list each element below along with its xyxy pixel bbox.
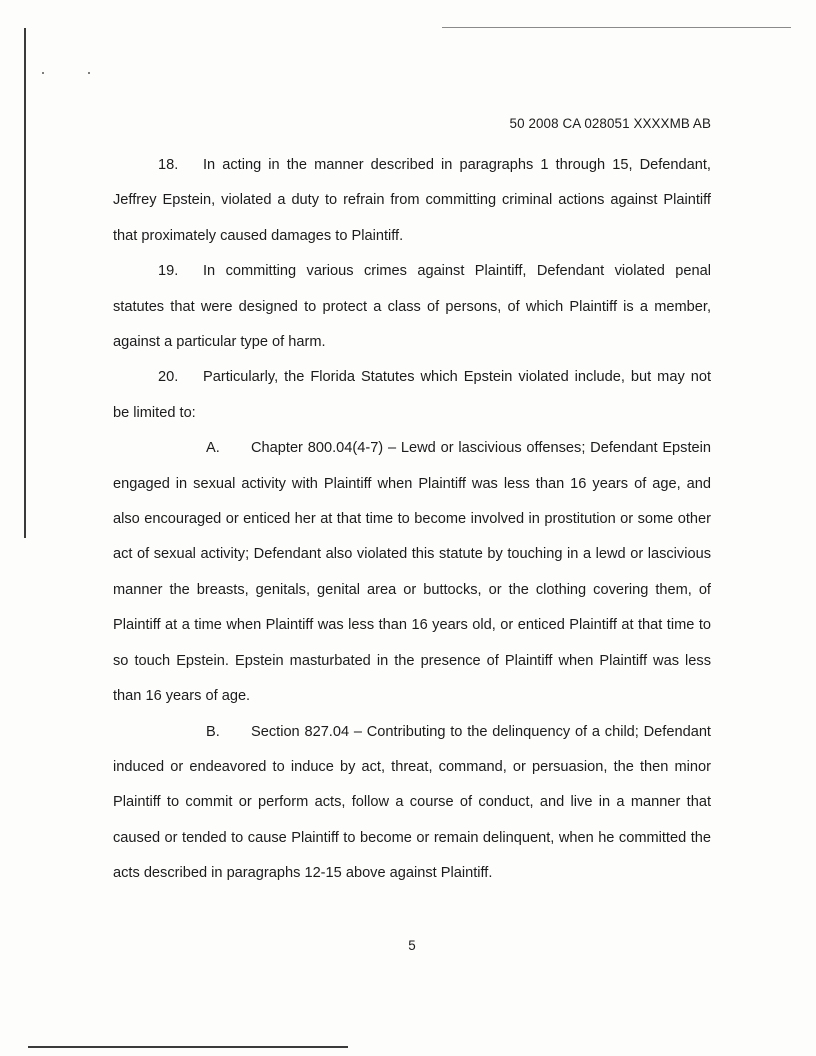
paragraph-text: In committing various crimes against Plaintiff, Defendant violated penal statutes that were designed to protect a class of persons, of which Plaintiff is a member, against a particular type of harm. (113, 263, 711, 351)
subparagraph-letter: A. (206, 440, 220, 457)
scan-border-line-left (24, 28, 26, 538)
subparagraph-a (113, 431, 711, 714)
paragraph-number: 18. (158, 157, 179, 173)
paragraph-number: 20. (158, 369, 179, 386)
subparagraph-text: Section 827.04 – Contributing to the delinquency of a child; Defendant induced or endeavored to induce by act, threat, command, or persuasion, the then minor Plaintiff to commit or perform acts, follow a course of conduct, and live in a manner that caused or tended to cause Plaintiff to become or remain delinquent, when he committed the acts described in paragraphs 12-15 above against Plaintiff. (113, 723, 711, 882)
paragraph-text: In acting in the manner described in paragraphs 1 through 15, Defendant, Jeffrey Epstein, violated a duty to refrain from committing criminal actions against Plaintiff that proximately caused damages to Plaintiff. (113, 157, 711, 244)
paragraph-text: Particularly, the Florida Statutes which Epstein violated include, but may not be limited to: (113, 369, 711, 421)
scan-speck (42, 72, 44, 74)
scan-border-line-bottom (28, 1046, 348, 1048)
page-number: 5 (408, 938, 416, 953)
scan-speck (88, 72, 90, 74)
paragraph-number: 19. (158, 263, 179, 280)
subparagraph-text: Chapter 800.04(4-7) – Lewd or lascivious offenses; Defendant Epstein engaged in sexual activity with Plaintiff when Plaintiff was less than 16 years of age, and also encouraged or enticed her at that time to become involved in prostitution or some other act of sexual activity; Defendant also violated this statute by touching in a lewd or lascivious manner the breasts, genitals, genital area or buttocks, or the clothing covering them, of Plaintiff at a time when Plaintiff was less than 16 years old, or enticed Plaintiff at that time to so touch Epstein. Epstein masturbated in the presence of Plaintiff when Plaintiff was less than 16 years of age. (113, 440, 711, 705)
document-body (113, 148, 711, 892)
paragraph-20 (113, 360, 711, 431)
subparagraph-letter: B. (206, 723, 220, 740)
subparagraph-b (113, 715, 711, 892)
case-number: 50 2008 CA 028051 XXXXMB AB (509, 116, 711, 131)
paragraph-19 (113, 254, 711, 360)
paragraph-18 (113, 148, 711, 254)
scan-border-line-top (442, 27, 791, 28)
